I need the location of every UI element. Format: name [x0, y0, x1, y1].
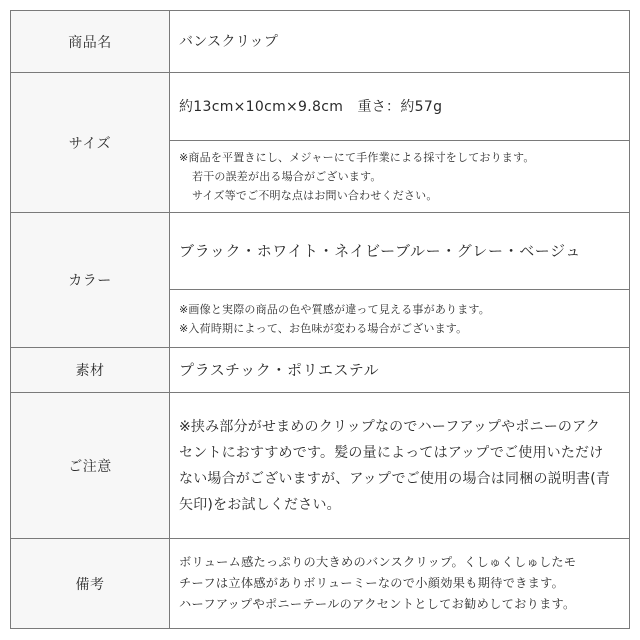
label-caution: ご注意: [11, 393, 170, 539]
row-product-name: [11, 11, 630, 73]
value-color: ブラック・ホワイト・ネイビーブルー・グレー・ベージュ: [170, 213, 630, 290]
caution-line: ※挟み部分がせまめのクリップなのでハーフアップやポニーのアク: [179, 418, 601, 435]
value-caution: [170, 393, 630, 539]
label-product-name: 商品名: [11, 11, 170, 73]
size-note-line: ※商品を平置きにし、メジャーにて手作業による採寸をしております。: [179, 151, 535, 164]
remarks-line: チーフは立体感がありボリューミーなので小顔効果も期待できます。: [179, 576, 565, 590]
caution-line: セントにおすすめです。髪の量によってはアップでご使用いただけ: [179, 444, 604, 461]
color-note-line: ※入荷時期によって、お色味が変わる場合がございます。: [179, 321, 468, 335]
row-color-main: [11, 213, 630, 290]
product-spec-table: [10, 10, 630, 629]
row-material: [11, 348, 630, 393]
size-note-line: 若干の誤差が出る場合がございます。: [192, 170, 382, 183]
label-remarks: 備考: [11, 539, 170, 629]
label-color: カラー: [11, 213, 170, 348]
size-note-line: サイズ等でご不明な点はお問い合わせください。: [192, 189, 438, 202]
value-material: プラスチック・ポリエステル: [170, 348, 630, 393]
remarks-line: ボリューム感たっぷりの大きめのバンスクリップ。くしゅくしゅしたモ: [179, 555, 577, 569]
caution-line: 矢印)をお試しください。: [179, 496, 341, 513]
size-notes: [170, 141, 630, 213]
value-product-name: バンスクリップ: [170, 11, 630, 73]
label-material: 素材: [11, 348, 170, 393]
color-note-line: ※画像と実際の商品の色や質感が違って見える事があります。: [179, 302, 490, 316]
row-caution: [11, 393, 630, 539]
row-size-main: [11, 73, 630, 141]
value-size: 約13cm×10cm×9.8cm 重さ：約57g: [170, 73, 630, 141]
row-remarks: [11, 539, 630, 629]
value-remarks: [170, 539, 630, 629]
label-size: サイズ: [11, 73, 170, 213]
caution-line: ない場合がございますが、アップでご使用の場合は同梱の説明書(青: [179, 470, 611, 487]
color-notes: [170, 290, 630, 348]
remarks-line: ハーフアップやポニーテールのアクセントとしてお勧めしております。: [179, 597, 576, 611]
